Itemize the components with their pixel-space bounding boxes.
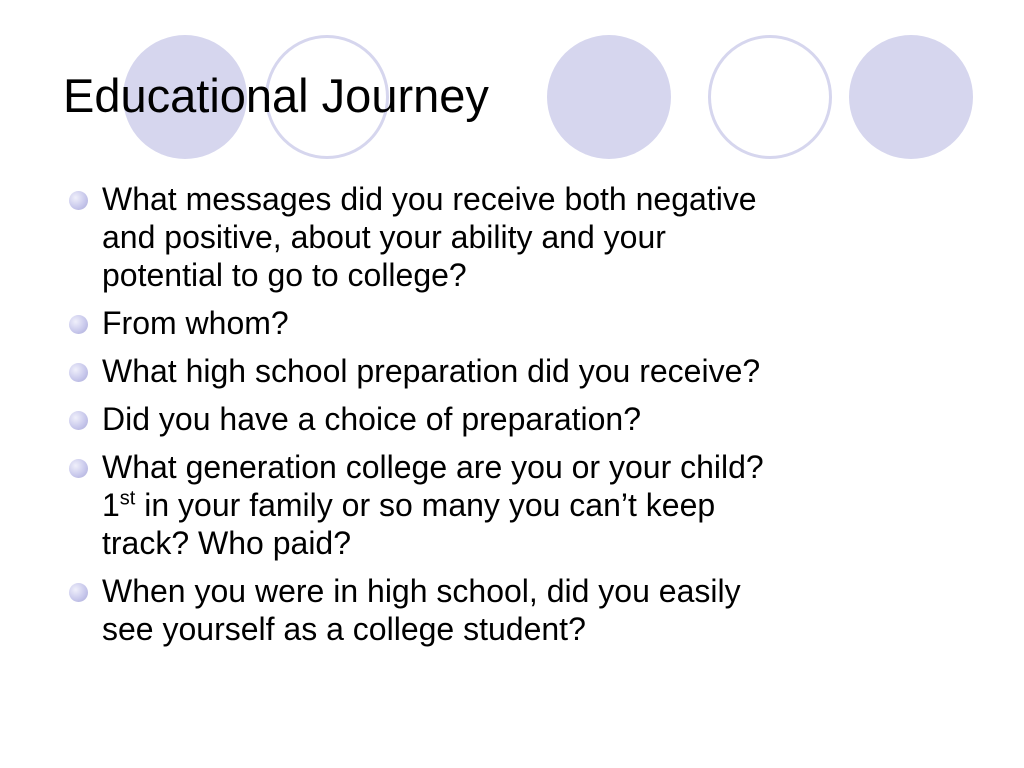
bullet-dot-icon: [69, 363, 88, 382]
bullet-item: [64, 304, 944, 342]
decorative-circle-outline: [708, 35, 832, 159]
decorative-circle-filled: [849, 35, 973, 159]
decorative-circle-filled: [547, 35, 671, 159]
bullet-item: [64, 448, 944, 562]
bullet-dot-icon: [69, 583, 88, 602]
bullet-item: [64, 572, 944, 648]
bullet-text-line: Did you have a choice of preparation?: [102, 401, 642, 437]
bullet-text-line: What messages did you receive both negative: [102, 181, 757, 217]
bullet-text-line: see yourself as a college student?: [102, 611, 586, 647]
bullet-item: [64, 400, 944, 438]
bullet-dot-icon: [69, 411, 88, 430]
bullet-text-line: and positive, about your ability and your: [102, 219, 666, 255]
ordinal-suffix: st: [119, 487, 136, 510]
slide-title: Educational Journey: [63, 69, 489, 122]
ordinal-number: 1: [102, 487, 120, 523]
bullet-dot-icon: [69, 315, 88, 334]
bullet-text-line: What generation college are you or your child?: [102, 449, 764, 485]
bullet-text-line: [102, 486, 944, 524]
bullet-text-fragment: in your family or so many you can’t keep: [135, 487, 716, 523]
bullet-item: [64, 352, 944, 390]
bullet-dot-icon: [69, 191, 88, 210]
bullet-list: [64, 180, 944, 658]
bullet-text-line: When you were in high school, did you easily: [102, 573, 741, 609]
bullet-text-line: potential to go to college?: [102, 257, 467, 293]
bullet-text-line: track? Who paid?: [102, 525, 352, 561]
bullet-text-line: From whom?: [102, 305, 289, 341]
bullet-text-line: What high school preparation did you receive?: [102, 353, 761, 389]
bullet-item: [64, 180, 944, 294]
bullet-dot-icon: [69, 459, 88, 478]
